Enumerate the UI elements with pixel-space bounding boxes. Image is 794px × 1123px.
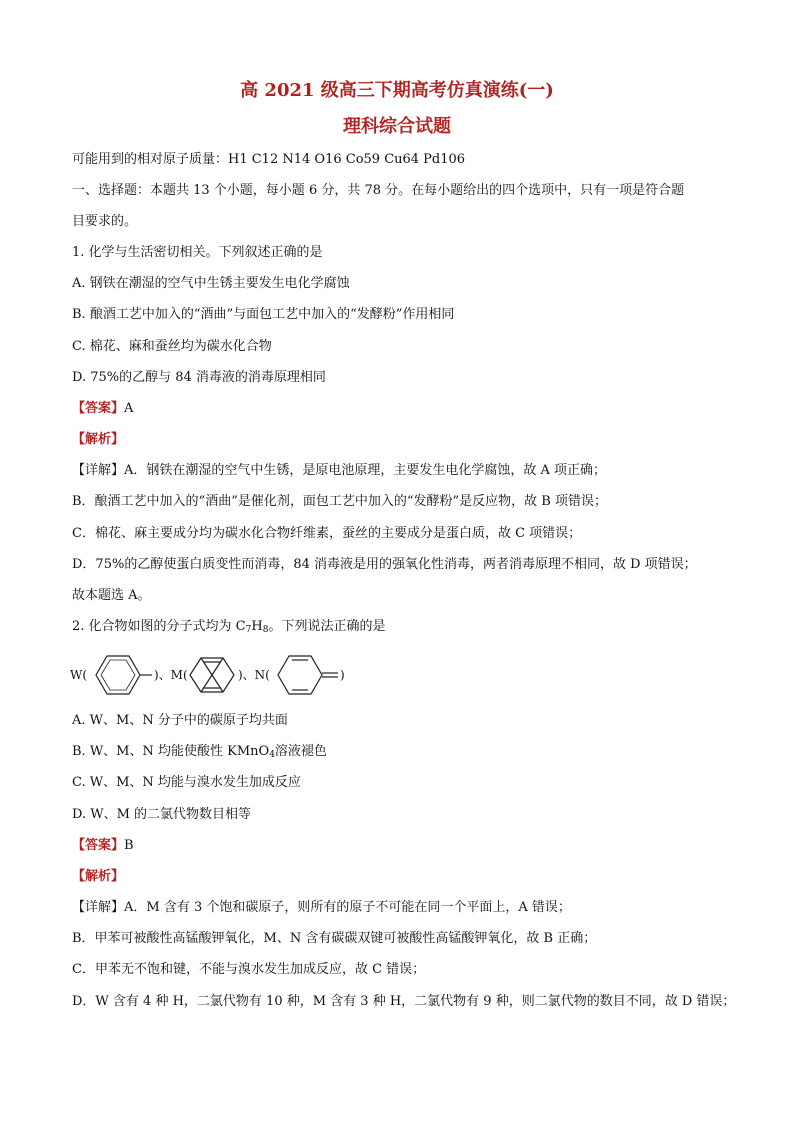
- detail-text: A．M 含有 3 个饱和碳原子，则所有的原子不可能在同一个平面上，A 错误；: [124, 900, 571, 915]
- detail-label: 【详解】: [72, 900, 125, 915]
- q1-detail-a: [72, 461, 606, 481]
- q1-detail-c: C．棉花、麻主要成分均为碳水化合物纤维素，蚕丝的主要成分是蛋白质，故 C 项错误；: [72, 526, 582, 541]
- q2-stem: [72, 617, 385, 640]
- q1-conclusion: 故本题选 A。: [72, 588, 151, 603]
- q2-detail-a: [72, 898, 571, 918]
- q1-option-d: D. 75%的乙醇与 84 消毒液的消毒原理相同: [72, 370, 326, 385]
- q1-stem: 1. 化学与生活密切相关。下列叙述正确的是: [72, 245, 323, 260]
- q2-stem-tail: 。下列说法正确的是: [268, 619, 386, 634]
- answer-label: 【答案】: [72, 401, 125, 416]
- detail-text: A．钢铁在潮湿的空气中生锈，是原电池原理，主要发生电化学腐蚀，故 A 项正确；: [124, 463, 607, 478]
- q2-detail-b: B．甲苯可被酸性高锰酸钾氧化，M、N 含有碳碳双键可被酸性高锰酸钾氧化，故 B 正确；: [72, 931, 597, 946]
- q2-detail-c: C．甲苯无不饱和键，不能与溴水发生加成反应，故 C 错误；: [72, 962, 426, 977]
- exam-title: 高 2021 级高三下期高考仿真演练(一): [240, 80, 554, 101]
- formula-subscript: 7: [245, 625, 252, 635]
- q2-option-c: C. W、M、N 均能与溴水发生加成反应: [72, 775, 301, 790]
- q1-option-c: C. 棉花、麻和蚕丝均为碳水化合物: [72, 339, 272, 354]
- analysis-label: 【解析】: [72, 869, 125, 884]
- detail-label: 【详解】: [72, 463, 125, 478]
- atomic-mass-line: 可能用到的相对原子质量：H1 C12 N14 O16 Co59 Cu64 Pd106: [72, 152, 466, 167]
- section-instruction-line1: 一、选择题：本题共 13 个小题，每小题 6 分，共 78 分。在每小题给出的四个选项中，只有一项是符合题: [72, 183, 685, 198]
- q2-option-d: D. W、M 的二氯代物数目相等: [72, 807, 252, 822]
- toluene-structure: [96, 656, 152, 694]
- answer-label: 【答案】: [72, 838, 125, 853]
- exam-subtitle: 理科综合试题: [343, 116, 451, 137]
- molecule-structures: [70, 640, 370, 710]
- q2-stem-text: 2. 化合物如图的分子式均为 C: [72, 619, 246, 634]
- q2-option-b-text: B. W、M、N 均能使酸性 KMnO: [72, 744, 270, 759]
- label-w: W(: [70, 668, 88, 682]
- label-w-close: )、M(: [154, 668, 188, 682]
- q1-option-a: A. 钢铁在潮湿的空气中生锈主要发生电化学腐蚀: [72, 276, 350, 291]
- label-n-close: ): [340, 668, 345, 682]
- methylenecyclohexadiene-structure: [278, 656, 338, 694]
- q2-option-b-tail: 溶液褪色: [274, 744, 327, 759]
- q1-detail-b: B．酿酒工艺中加入的“酒曲”是催化剂，面包工艺中加入的“发酵粉”是反应物，故 B 项错误；: [72, 494, 607, 509]
- q2-option-a: A. W、M、N 分子中的碳原子均共面: [72, 713, 288, 728]
- q2-option-b: [72, 742, 327, 765]
- q2-answer: [72, 836, 134, 856]
- q1-detail-d: D．75%的乙醇使蛋白质变性而消毒，84 消毒液是用的强氧化性消毒，两者消毒原理不相同，故 D 项错误；: [72, 557, 697, 572]
- formula-subscript: 4: [269, 750, 275, 760]
- q1-analysis: [72, 430, 124, 450]
- formula-element: H: [251, 619, 263, 634]
- q2-detail-d: D．W 含有 4 种 H，二氯代物有 10 种，M 含有 3 种 H，二氯代物有 9 种，则二氯代物的数目不同，故 D 错误；: [72, 994, 736, 1009]
- q1-answer: [72, 399, 133, 419]
- analysis-label: 【解析】: [72, 432, 125, 447]
- answer-value: B: [124, 838, 134, 853]
- formula-subscript: 8: [262, 625, 269, 635]
- answer-value: A: [124, 401, 134, 416]
- label-m-close: )、N(: [238, 668, 270, 682]
- q1-option-b: B. 酿酒工艺中加入的“酒曲”与面包工艺中加入的“发酵粉”作用相同: [72, 307, 455, 322]
- section-instruction-line2: 目要求的。: [72, 214, 138, 229]
- norbornadiene-structure: [190, 658, 234, 692]
- q2-analysis: [72, 867, 124, 887]
